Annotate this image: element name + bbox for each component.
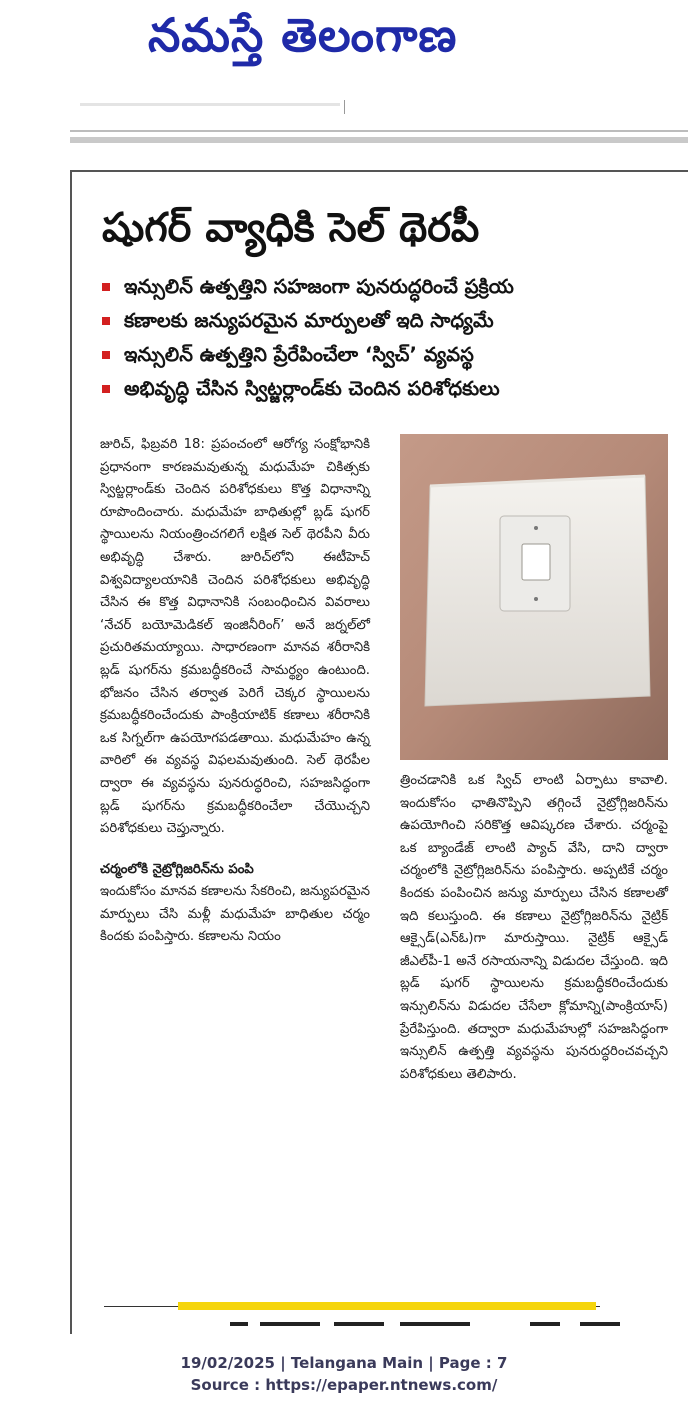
page-footer [0,1352,688,1396]
masthead [0,0,688,150]
body-paragraph: త్రించడానికి ఒక స్విచ్ లాంటి ఏర్పాటు కావాలి. ఇందుకోసం ఛాతినొప్పిని తగ్గించే నైట్రోగ్లిజరిన్‌ను ఉపయోగించి సరికొత్త ఆవిష్కరణ చేశారు. చర్మంపై ఒక బ్యాండేజ్ లాంటి ప్యాచ్ వేసి, దాని ద్వారా చర్మంలోకి నైట్రోగ్లిజరిన్‌ను పంపిస్తారు. అప్పటికే చర్మం కిందకు పంపించిన జన్యు మార్పులు చేసిన కణాలతో ఇది కలుస్తుంది. ఈ కణాలు నైట్రోగ్లిజరిన్‌ను నైట్రిక్ ఆక్సైడ్(ఎన్ఓ)గా మారుస్తాయి. నైట్రిక్ ఆక్సైడ్ జీఎల్‌పీ-1 అనే రసాయనాన్ని విడుదల చేస్తుంది. ఇది బ్లడ్ షుగర్ స్థాయిలను క్రమబద్ధీకరించేందుకు ఇన్సులిన్‌ను విడుదల చేసేలా క్లోమాన్ని(పాంక్రియాస్) ప్రేరేపిస్తుంది. తద్వారా మధుమేహుల్లో సహజసిద్ధంగా ఇన్సులిన్ ఉత్పత్తి వ్యవస్థను పునరుద్ధరించవచ్చని పరిశోధకులు తెలిపారు. [400,773,668,1082]
body-paragraph: జురిచ్, ఫిబ్రవరి 18: ప్రపంచంలో ఆరోగ్య సంక్షోభానికి ప్రధానంగా కారణమవుతున్న మధుమేహ చికిత్సకు స్విట్జర్లాండ్‌కు చెందిన పరిశోధకులు కొత్త విధానాన్ని రూపొందించారు. మధుమేహ బాధితుల్లో బ్లడ్ షుగర్ స్థాయిలను నియంత్రించగలిగే లక్షిత సెల్ థెరపీని వీరు అభివృద్ధి చేశారు. జురిచ్‌లోని ఈటీహెచ్ విశ్వవిద్యాలయానికి చెందిన పరిశోధకులు అభివృద్ధి చేసిన ఈ కొత్త విధానానికి సంబంధించిన వివరాలు ‘నేచర్ బయోమెడికల్ ఇంజినీరింగ్’ అనే జర్నల్‌లో ప్రచురితమయ్యాయి. సాధారణంగా మానవ శరీరానికి బ్లడ్ షుగర్‌ను క్రమబద్ధీకరించే సామర్థ్యం ఉంటుంది. భోజనం చేసిన తర్వాత పెరిగే చెక్కర స్థాయిలను క్రమబద్ధీకరించేందుకు పాంక్రియాటిక్ కణాలు శరీరానికి ఒక సిగ్నల్‌గా ఉపయోగపడతాయి. మధుమేహం ఉన్న వారిలో ఈ వ్యవస్థ విఫలమవుతుంది. సెల్ థెరపీల ద్వారా ఈ వ్యవస్థను పునరుద్ధరించి, సహజసిద్ధంగా బ్లడ్ షుగర్‌ను క్రమబద్ధీకరించేలా చేయొచ్చని పరిశోధకులు చెప్తున్నారు. [100,437,370,837]
bullet-square-icon [102,351,110,359]
bullet-item: ఇన్సులిన్ ఉత్పత్తిని ప్రేరేపించేలా ‘స్విచ్’ వ్యవస్థ [102,338,682,372]
bullet-square-icon [102,283,110,291]
masthead-divider [344,100,345,114]
bullet-item: ఇన్సులిన్ ఉత్పత్తిని సహజంగా పునరుద్ధరించే ప్రక్రియ [102,270,682,304]
article-headline: షుగర్ వ్యాధికి సెల్ థెరపీ [102,204,480,251]
body-paragraph: ఇందుకోసం మానవ కణాలను సేకరించి, జన్యుపరమైన మార్పులు చేసి మళ్లీ మధుమేహ బాధితుల చర్మం కిందకు పంపిస్తారు. కణాలను నియం [100,884,370,945]
article-subheading: చర్మంలోకి నైట్రోగ్లిజరిన్‌ను పంపి [100,861,254,877]
newspaper-logo: నమస్తే తెలంగాణ [148,8,458,62]
masthead-rule-thick [70,137,688,143]
masthead-rule [70,130,688,132]
bullet-square-icon [102,317,110,325]
source-link[interactable]: Source : https://epaper.ntnews.com/ [190,1376,498,1394]
edition-info: 19/02/2025 | Telangana Main | Page : 7 [180,1354,508,1372]
bullet-square-icon [102,385,110,393]
bullet-item: కణాలకు జన్యుపరమైన మార్పులతో ఇది సాధ్యమే [102,304,682,338]
next-article-fragment [230,1322,650,1336]
bullet-item: అభివృద్ధి చేసిన స్విట్జర్లాండ్‌కు చెందిన పరిశోధకులు [102,372,682,406]
summary-bullets [102,270,682,406]
yellow-separator [178,1302,596,1310]
article [70,170,688,1334]
article-photo [400,434,668,760]
bandage-switch-image [400,434,668,760]
masthead-subline [80,103,340,106]
article-column-1 [100,434,370,1294]
article-column-2 [400,770,668,1290]
